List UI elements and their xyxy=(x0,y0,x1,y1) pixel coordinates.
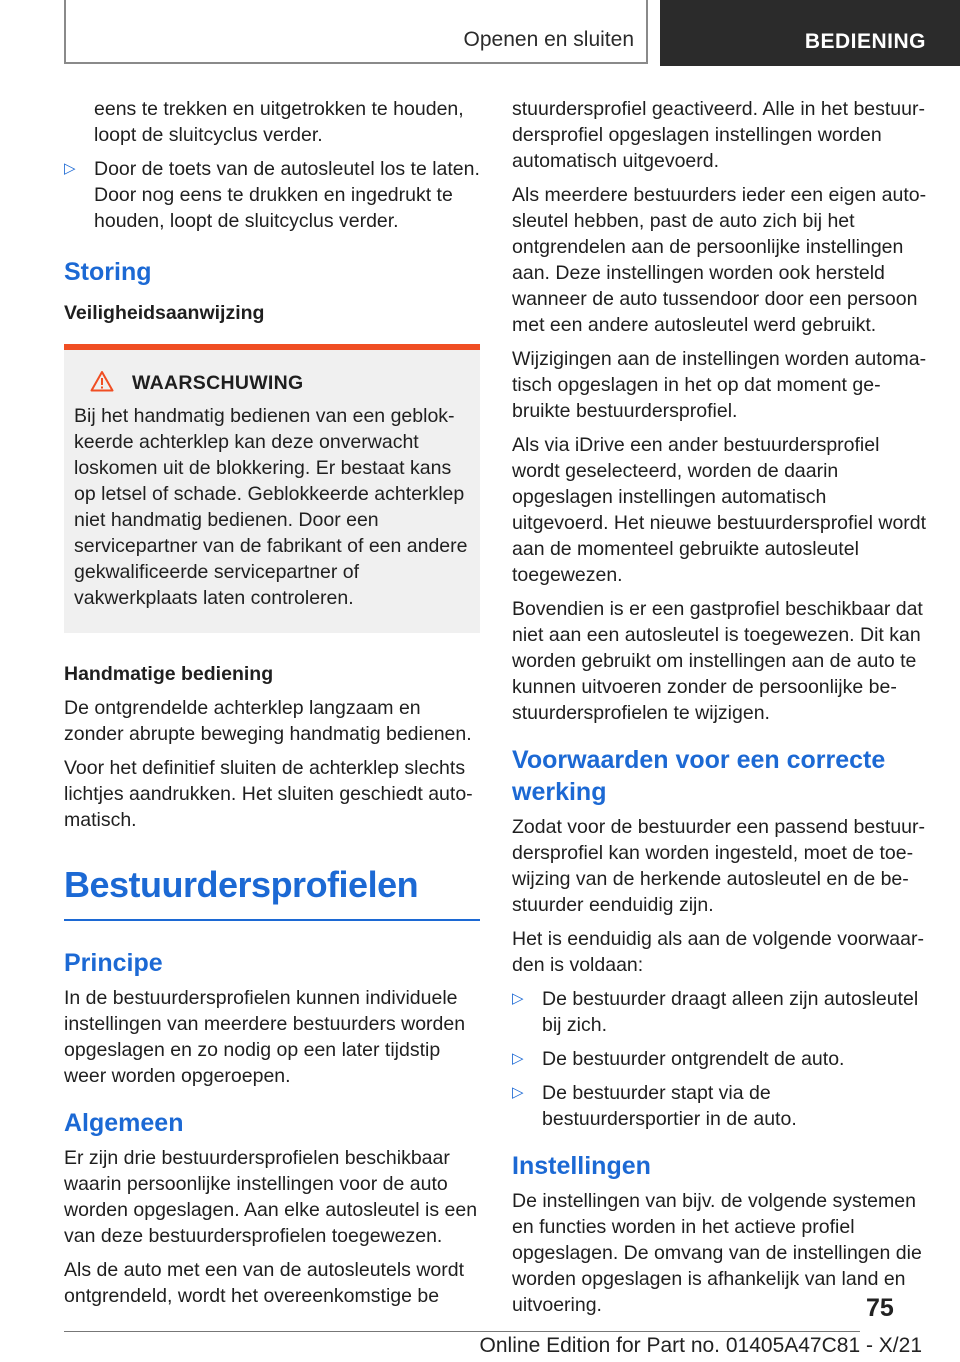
profile-paragraph-5: Bovendien is er een gastprofiel beschikbaar dat niet aan een autosleutel is toegewezen. Dit kan worden gebruikt om instellingen aan de auto te kunnen uitvoeren zonder de persoonlijke bestuurdersprofielen te wijzigen. xyxy=(512,598,923,724)
profile-paragraph-3: Wijzigingen aan de instellingen worden automatisch opgeslagen in het op dat moment gebruikte bestuurdersprofiel. xyxy=(512,348,927,422)
settings-heading: Instellingen xyxy=(512,1152,651,1180)
conditions-heading: Voorwaarden voor een correcte werking xyxy=(512,746,886,806)
profile-paragraph-2: Als meerdere bestuurders ieder een eigen autosleutel hebben, past de auto zich bij het ontgrendelen aan de persoonlijke instellingen aan. Deze instellingen worden ook hersteld wanneer de auto tussendoor door een persoon met een andere autosleutel werd gebruikt. xyxy=(512,184,927,336)
warning-text: Bij het handmatig bedienen van een geblokkeerde achterklep kan deze onverwacht loskomen uit de blokkering. Er bestaat kans op letsel of schade. Geblokkeerde achterklep niet handmatig bedienen. Door een servicepartner van de fabrikant of een andere gekwalificeerde servicepartner of vakwerkplaats laten controleren. xyxy=(74,405,468,609)
algemeen-heading: Algemeen xyxy=(64,1109,184,1137)
edition-note: Online Edition for Part no. 01405A47C81 - X/21 xyxy=(479,1334,922,1357)
triangle-right-icon: ▷ xyxy=(512,1050,524,1067)
list-item xyxy=(512,986,928,1038)
safety-heading: Veiligheidsaanwijzing xyxy=(64,302,265,324)
triangle-right-icon: ▷ xyxy=(512,990,524,1007)
warning-header xyxy=(74,370,470,397)
header-section-tab xyxy=(660,0,960,66)
chapter-title: Openen en sluiten xyxy=(463,28,634,51)
page-number: 75 xyxy=(866,1294,894,1322)
continued-paragraph: eens te trekken en uitgetrokken te houden, loopt de sluitcyclus verder. xyxy=(94,98,464,146)
list-item xyxy=(64,156,480,234)
principe-heading: Principe xyxy=(64,949,163,977)
warning-title: WAARSCHUWING xyxy=(132,372,304,394)
settings-paragraph: De instellingen van bijv. de volgende systemen en functies worden in het actieve profiel opgeslagen. De omvang van de instellingen die worden opgeslagen is afhankelijk van land en uitvoering. xyxy=(512,1190,922,1316)
conditions-paragraph-2: Het is eenduidig als aan de volgende voorwaarden is voldaan: xyxy=(512,928,924,976)
warning-block xyxy=(64,344,480,633)
list-item-text: De bestuurder stapt via de bestuurdersportier in de auto. xyxy=(542,1082,797,1130)
algemeen-paragraph-2: Als de auto met een van de autosleutels wordt ontgrendeld, wordt het overeenkomstige be xyxy=(64,1259,464,1307)
manual-heading: Handmatige bediening xyxy=(64,663,274,685)
list-item-text: Door de toets van de autosleutel los te laten. Door nog eens te drukken en ingedrukt te houden, loopt de sluitcyclus verder. xyxy=(94,158,480,232)
triangle-right-icon: ▷ xyxy=(512,1084,524,1101)
principe-paragraph: In de bestuurdersprofielen kunnen individuele instellingen van meerdere bestuurders worden opgeslagen en zo nodig op een later tijdstip weer worden opgeroepen. xyxy=(64,987,466,1087)
profile-paragraph-1: stuurdersprofiel geactiveerd. Alle in het bestuurdersprofiel opgeslagen instellingen worden automatisch uitgevoerd. xyxy=(512,98,925,172)
warning-triangle-icon xyxy=(90,370,114,397)
right-column xyxy=(512,96,928,1326)
manual-paragraph-2: Voor het definitief sluiten de achterklep slechts lichtjes aandrukken. Het sluiten geschiedt automatisch. xyxy=(64,757,473,831)
conditions-paragraph-1: Zodat voor de bestuurder een passend bestuurdersprofiel kan worden ingesteld, moet de toewijzing van de herkende autosleutel en de bestuurder eenduidig zijn. xyxy=(512,816,926,916)
triangle-right-icon: ▷ xyxy=(64,160,76,177)
profiles-heading: Bestuurdersprofielen xyxy=(64,864,419,905)
list-item-text: De bestuurder draagt alleen zijn autosleutel bij zich. xyxy=(542,988,919,1036)
heading-rule xyxy=(64,919,480,921)
warning-box xyxy=(64,350,480,633)
footer-rule xyxy=(64,1331,860,1332)
manual-paragraph-1: De ontgrendelde achterklep langzaam en zonder abrupte beweging handmatig bedienen. xyxy=(64,697,472,745)
profile-paragraph-4: Als via iDrive een ander bestuurdersprofiel wordt geselecteerd, worden de daarin opgeslagen instellingen automatisch uitgevoerd. Het nieuwe bestuurdersprofiel wordt aan de momenteel gebruikte autosleutel toegewezen. xyxy=(512,434,927,586)
section-title: BEDIENING xyxy=(804,30,926,53)
left-column xyxy=(64,96,480,1317)
list-item xyxy=(512,1046,928,1072)
header-chapter-box xyxy=(64,0,648,64)
list-item-text: De bestuurder ontgrendelt de auto. xyxy=(542,1048,845,1070)
storing-heading: Storing xyxy=(64,258,152,286)
algemeen-paragraph-1: Er zijn drie bestuurdersprofielen beschikbaar waarin persoonlijke instellingen voor de auto worden opgeslagen. Aan elke autosleutel is een van deze bestuurdersprofielen toegewezen. xyxy=(64,1147,478,1247)
list-item xyxy=(512,1080,928,1132)
